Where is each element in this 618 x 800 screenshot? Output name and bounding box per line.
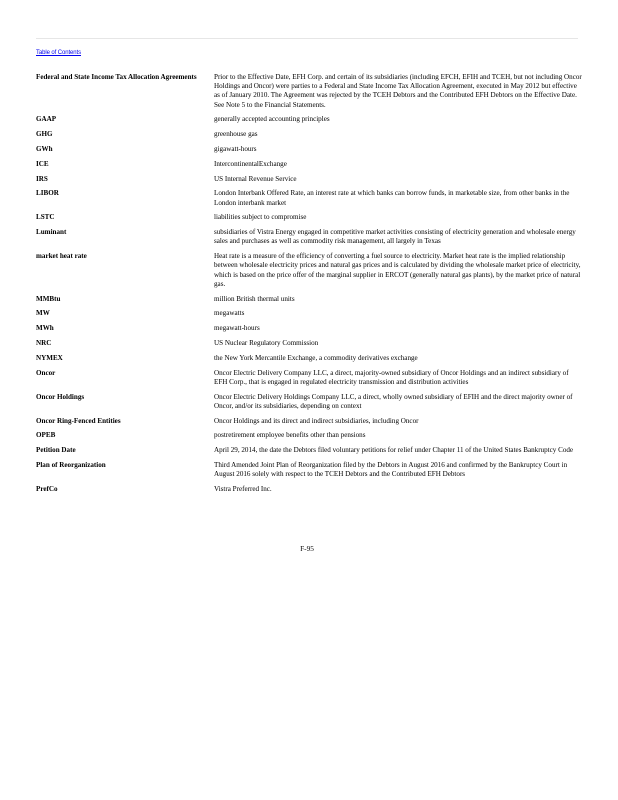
- glossary-term: Federal and State Income Tax Allocation Agreements: [36, 73, 197, 81]
- glossary-term: Luminant: [36, 228, 67, 237]
- glossary-row: [36, 485, 582, 500]
- glossary-row: [36, 446, 582, 461]
- glossary-definition: subsidiaries of Vistra Energy engaged in competitive market activities consisting of electricity generation and wholesale energy sales and purchases as well as commodity risk management, all largely in Texas: [214, 228, 576, 246]
- glossary-row: [36, 160, 582, 175]
- glossary-term: LIBOR: [36, 189, 59, 198]
- glossary-definition: IntercontinentalExchange: [214, 159, 287, 168]
- glossary-term: Oncor Ring-Fenced Entities: [36, 416, 121, 425]
- glossary-definition: April 29, 2014, the date the Debtors filed voluntary petitions for relief under Chapter 11 of the United States Bankruptcy Code: [214, 446, 574, 455]
- glossary-term: market heat rate: [36, 252, 87, 261]
- glossary-definition: Heat rate is a measure of the efficiency of converting a fuel source to electricity. Market heat rate is the implied relationship between wholesale electricity prices and natural gas prices and is calculated by dividing the wholesale market price of electricity, which is based on the price offer of the marginal supplier in ERCOT (generally natural gas plants), by the market price of natural gas.: [214, 252, 581, 288]
- glossary-term: IRS: [36, 174, 48, 183]
- glossary-term: GHG: [36, 130, 53, 139]
- page-number: F-95: [300, 544, 314, 553]
- glossary-row: [36, 252, 582, 294]
- glossary-row: [36, 393, 582, 417]
- glossary-row: [36, 295, 582, 310]
- glossary-term: OPEB: [36, 431, 56, 440]
- glossary-definition: Vistra Preferred Inc.: [214, 484, 272, 493]
- glossary-definition: million British thermal units: [214, 294, 295, 303]
- glossary-definition: liabilities subject to compromise: [214, 213, 307, 222]
- glossary-term: NYMEX: [36, 353, 63, 362]
- glossary-row: [36, 115, 582, 130]
- glossary-term: LSTC: [36, 213, 55, 222]
- glossary-term: GWh: [36, 145, 53, 153]
- glossary-row: [36, 354, 582, 369]
- glossary-row: [36, 228, 582, 252]
- glossary-row: [36, 130, 582, 145]
- glossary-table: [36, 73, 582, 500]
- glossary-definition: Prior to the Effective Date, EFH Corp. and certain of its subsidiaries (including EFCH, EFIH and TCEH, but not including Oncor Holdings and Oncor) were parties to a Federal and State Income Tax Allocation Agreement, executed in May 2012 but effective as of January 2010. The Agreement was rejected by the TCEH Debtors and the Contributed EFH Debtors on the Effective Date. See Note 5 to the Financial Statements.: [214, 73, 582, 109]
- glossary-row: [36, 417, 582, 432]
- glossary-term: Oncor: [36, 368, 56, 377]
- glossary-definition: the New York Mercantile Exchange, a commodity derivatives exchange: [214, 353, 418, 362]
- glossary-definition: US Internal Revenue Service: [214, 174, 297, 183]
- glossary-row: [36, 431, 582, 446]
- glossary-row: [36, 213, 582, 228]
- glossary-row: [36, 309, 582, 324]
- glossary-definition: US Nuclear Regulatory Commission: [214, 338, 319, 347]
- glossary-term: Plan of Reorganization: [36, 460, 106, 469]
- glossary-term: ICE: [36, 159, 49, 168]
- glossary-term: NRC: [36, 338, 52, 347]
- glossary-definition: gigawatt-hours: [214, 145, 257, 153]
- table-of-contents-link[interactable]: Table of Contents: [36, 50, 81, 56]
- glossary-term: Oncor Holdings: [36, 392, 85, 401]
- glossary-body: [36, 73, 582, 500]
- glossary-term: MWh: [36, 324, 54, 333]
- top-divider: [36, 38, 578, 39]
- glossary-row: [36, 324, 582, 339]
- glossary-row: [36, 73, 582, 115]
- glossary-definition: Oncor Electric Delivery Company LLC, a direct, majority-owned subsidiary of Oncor Holdings and an indirect subsidiary of EFH Corp., that is engaged in regulated electricity transmission and distribution activities: [214, 368, 569, 386]
- glossary-term: MW: [36, 309, 50, 318]
- glossary-definition: postretirement employee benefits other than pensions: [214, 431, 366, 440]
- glossary-definition: megawatt-hours: [214, 324, 260, 333]
- glossary-term: Petition Date: [36, 446, 76, 455]
- glossary-definition: London Interbank Offered Rate, an interest rate at which banks can borrow funds, in marketable size, from other banks in the London interbank market: [214, 189, 570, 207]
- glossary-row: [36, 369, 582, 393]
- glossary-definition: Oncor Electric Delivery Holdings Company LLC, a direct, wholly owned subsidiary of EFIH and the direct majority owner of Oncor, and/or its subsidiaries, depending on context: [214, 392, 573, 410]
- glossary-row: [36, 339, 582, 354]
- glossary-row: [36, 175, 582, 190]
- glossary-definition: Oncor Holdings and its direct and indirect subsidiaries, including Oncor: [214, 416, 419, 425]
- glossary-row: [36, 461, 582, 485]
- glossary-term: GAAP: [36, 115, 57, 124]
- glossary-term: MMBtu: [36, 294, 61, 303]
- glossary-row: [36, 189, 582, 213]
- glossary-definition: megawatts: [214, 309, 245, 318]
- glossary-definition: Third Amended Joint Plan of Reorganization filed by the Debtors in August 2016 and confirmed by the Bankruptcy Court in August 2016 solely with respect to the TCEH Debtors and the Contributed EFH Debtors: [214, 460, 568, 479]
- glossary-definition: greenhouse gas: [214, 130, 258, 139]
- glossary-definition: generally accepted accounting principles: [214, 115, 330, 124]
- glossary-term: PrefCo: [36, 484, 58, 493]
- glossary-row: [36, 145, 582, 160]
